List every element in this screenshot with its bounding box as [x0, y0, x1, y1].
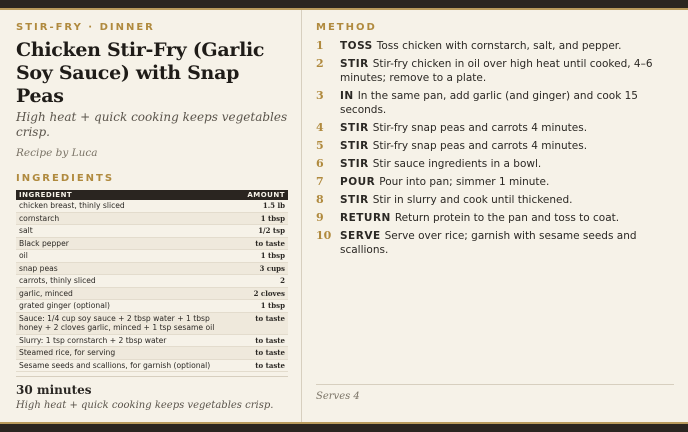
ingredients-table [16, 190, 288, 372]
ingredient-row [16, 200, 288, 212]
step-body [340, 89, 674, 117]
method-step [316, 211, 674, 225]
step-text: Stir sauce ingredients in a bowl. [372, 158, 542, 170]
ingredient-name: Steamed rice, for serving [16, 347, 222, 360]
ingredient-row [16, 262, 288, 275]
footer-tagline: High heat + quick cooking keeps vegetables crisp. [16, 400, 274, 411]
ingredient-row [16, 287, 288, 300]
step-verb: TOSS [340, 40, 373, 52]
ingredient-name: snap peas [16, 262, 222, 275]
method-footer [316, 384, 674, 402]
method-step [316, 89, 674, 117]
ingredient-row [16, 212, 288, 225]
column-header-amount: AMOUNT [222, 190, 288, 200]
ingredient-amount: to taste [222, 312, 288, 334]
step-number: 6 [316, 157, 324, 170]
step-verb: STIR [340, 122, 369, 134]
ingredient-row [16, 225, 288, 238]
step-verb: POUR [340, 176, 376, 188]
recipe-byline: Recipe by Luca [16, 147, 98, 159]
step-number: 7 [316, 175, 324, 188]
ingredient-name: Sesame seeds and scallions, for garnish (optional) [16, 359, 222, 372]
step-verb: STIR [340, 58, 369, 70]
step-number: 1 [316, 39, 324, 52]
ingredient-row [16, 300, 288, 313]
step-body [340, 193, 674, 207]
ingredient-row [16, 250, 288, 263]
ingredient-amount: 3 cups [222, 262, 288, 275]
ingredient-row [16, 334, 288, 347]
ingredient-name: chicken breast, thinly sliced [16, 200, 222, 212]
ingredient-amount: 2 cloves [222, 287, 288, 300]
step-text: Stir-fry snap peas and carrots 4 minutes. [372, 122, 588, 134]
ingredient-name: garlic, minced [16, 287, 222, 300]
step-body [340, 157, 674, 171]
step-body [340, 57, 674, 85]
ingredient-name: Black pepper [16, 237, 222, 250]
ingredient-amount: 1.5 lb [222, 200, 288, 212]
method-step [316, 139, 674, 153]
step-body [340, 175, 674, 189]
step-number: 3 [316, 89, 324, 102]
step-text: Stir-fry chicken in oil over high heat until cooked, 4–6 minutes; remove to a plate. [340, 58, 653, 84]
servings: Serves 4 [316, 391, 360, 402]
column-header-ingredient: INGREDIENT [16, 190, 222, 200]
step-text: Stir-fry snap peas and carrots 4 minutes. [372, 140, 588, 152]
ingredient-row [16, 312, 288, 334]
step-number: 2 [316, 57, 324, 70]
step-text: Return protein to the pan and toss to coat. [394, 212, 620, 224]
step-number: 9 [316, 211, 324, 224]
step-body [340, 229, 674, 257]
method-step [316, 175, 674, 189]
step-body [340, 121, 674, 135]
method-step [316, 229, 674, 257]
step-number: 10 [316, 229, 332, 242]
step-verb: IN [340, 90, 354, 102]
ingredient-amount: 2 [222, 275, 288, 288]
step-verb: STIR [340, 194, 369, 206]
method-heading: METHOD [316, 22, 377, 33]
summary-footer [16, 376, 288, 411]
step-number: 5 [316, 139, 324, 152]
step-body [340, 211, 674, 225]
step-verb: RETURN [340, 212, 391, 224]
ingredient-amount: to taste [222, 359, 288, 372]
method-step [316, 39, 674, 53]
ingredients-heading: INGREDIENTS [16, 173, 115, 184]
ingredient-amount: 1 tbsp [222, 250, 288, 263]
step-text: Pour into pan; simmer 1 minute. [379, 176, 550, 188]
step-text: Serve over rice; garnish with sesame seeds and scallions. [340, 230, 637, 256]
ingredient-row [16, 359, 288, 372]
left-column [16, 22, 288, 372]
category-eyebrow: STIR-FRY · DINNER [16, 22, 155, 33]
ingredient-amount: 1 tbsp [222, 300, 288, 313]
ingredient-name: Sauce: 1/4 cup soy sauce + 2 tbsp water + 1 tbsp honey + 2 cloves garlic, minced + 1 tsp sesame oil [16, 312, 222, 334]
recipe-title: Chicken Stir-Fry (Garlic Soy Sauce) with Snap Peas [16, 39, 265, 107]
ingredients-body [16, 200, 288, 372]
step-verb: STIR [340, 158, 369, 170]
ingredient-amount: to taste [222, 334, 288, 347]
step-verb: STIR [340, 140, 369, 152]
ingredients-header-row [16, 190, 288, 200]
method-step [316, 193, 674, 207]
recipe-subtitle: High heat + quick cooking keeps vegetables crisp. [16, 110, 288, 139]
ingredient-name: carrots, thinly sliced [16, 275, 222, 288]
total-time: 30 minutes [16, 383, 92, 397]
ingredient-name: oil [16, 250, 222, 263]
ingredient-name: cornstarch [16, 212, 222, 225]
ingredient-name: salt [16, 225, 222, 238]
step-body [340, 139, 674, 153]
method-step [316, 57, 674, 85]
column-divider [301, 10, 302, 422]
ingredient-row [16, 237, 288, 250]
step-text: In the same pan, add garlic (and ginger) and cook 15 seconds. [340, 90, 638, 116]
ingredient-row [16, 275, 288, 288]
ingredient-amount: 1/2 tsp [222, 225, 288, 238]
step-text: Toss chicken with cornstarch, salt, and pepper. [376, 40, 622, 52]
step-number: 4 [316, 121, 324, 134]
right-column [316, 22, 674, 261]
ingredient-name: grated ginger (optional) [16, 300, 222, 313]
method-steps [316, 39, 674, 257]
ingredient-row [16, 347, 288, 360]
step-verb: SERVE [340, 230, 381, 242]
ingredient-name: Slurry: 1 tsp cornstarch + 2 tbsp water [16, 334, 222, 347]
footer-rule [16, 376, 288, 377]
ingredient-amount: to taste [222, 347, 288, 360]
step-text: Stir in slurry and cook until thickened. [372, 194, 573, 206]
method-step [316, 157, 674, 171]
step-body [340, 39, 674, 53]
ingredient-amount: 1 tbsp [222, 212, 288, 225]
bottom-border [0, 424, 688, 432]
method-step [316, 121, 674, 135]
step-number: 8 [316, 193, 324, 206]
method-footer-rule [316, 384, 674, 385]
top-border [0, 0, 688, 8]
ingredient-amount: to taste [222, 237, 288, 250]
